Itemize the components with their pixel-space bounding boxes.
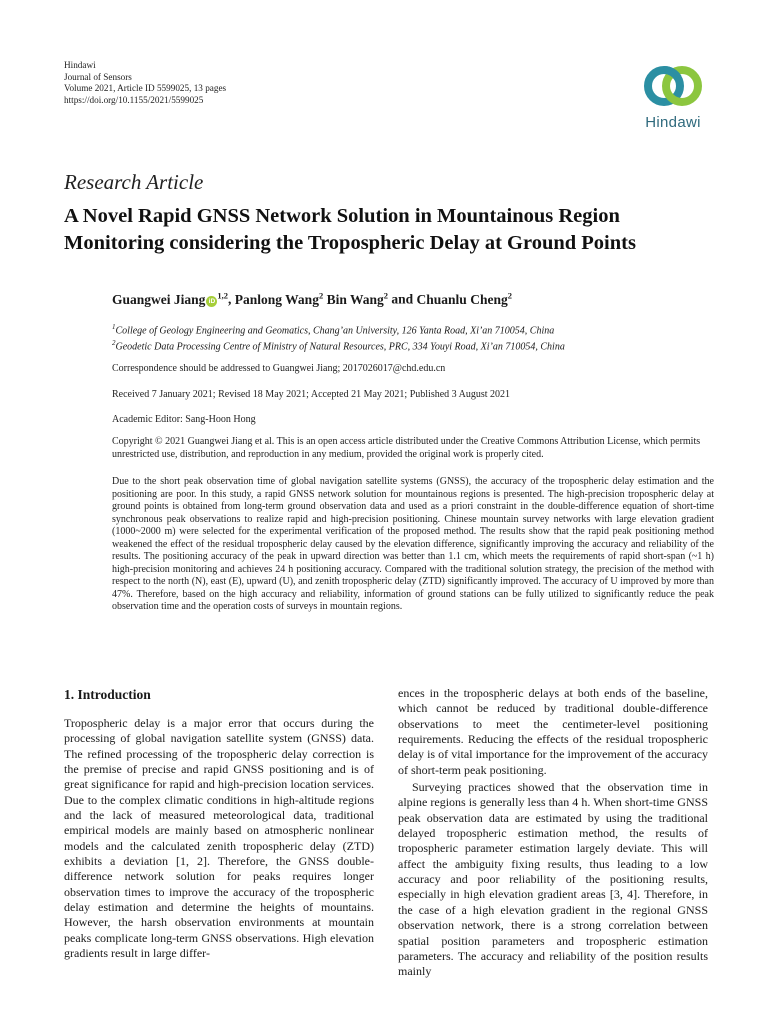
- hindawi-rings-icon: [640, 60, 706, 112]
- author-1[interactable]: Guangwei Jiang iD$^{1,2}$: [112, 290, 229, 307]
- article-type: Research Article: [64, 170, 204, 194]
- intro-paragraph-2: ences in the tropospheric delays at both ends of the baseline, which cannot be reduced by traditional double-difference observations to meet the centimeter-level positioning requirements. Reducing the effects of the residual tropospheric delay is of vital importance for the improvement of the accuracy of short-term peak positioning.: [398, 686, 708, 777]
- volume-info: Volume 2021, Article ID 5599025, 13 pages: [64, 83, 227, 93]
- body-column-left: [64, 716, 374, 962]
- orcid-icon[interactable]: iD: [206, 296, 217, 307]
- logo-text: Hindawi: [645, 114, 701, 131]
- affiliations: [112, 321, 565, 354]
- author-3[interactable]: Bin Wang$^2$: [326, 290, 388, 307]
- intro-paragraph-3: Surveying practices showed that the observation time in alpine regions is generally less than 4 h. When short-time GNSS peak observation data are estimated by using the traditional delayed tropospheric estimation method, the results of tropospheric parameter estimation largely deviate. This will affect the ambiguity fixing results, thus leading to a low accuracy and poor reliability of the positioning results, especially in high elevation gradient areas [3, 4]. Therefore, in the case of a high elevation gradient in the regional GNSS observation network, there is a strong correlation between spatial position parameters and tropospheric estimation parameters. The accuracy and reliability of the position results mainly: [398, 780, 708, 979]
- section-heading: 1. Introduction: [64, 687, 151, 702]
- affiliation-1: $^1$College of Geology Engineering and Geomatics, Chang’an University, 126 Yanta Road, Xi’an 710054, China: [112, 323, 555, 337]
- correspondence: Correspondence should be addressed to Guangwei Jiang; 2017026017@chd.edu.cn: [112, 363, 446, 374]
- intro-paragraph-1: Tropospheric delay is a major error that occurs during the processing of global navigation satellite system (GNSS) data. The refined processing of the tropospheric delay correction is the premise of precise and rapid GNSS positioning and is of great significance for rapid and high-precision location services. Due to the complex climatic conditions in high-altitude regions and the lack of measured meteorological data, traditional empirical models are mainly based on atmospheric nonlinear models and the calculated zenith tropospheric delay (ZTD) exhibits a deviation [1, 2]. Therefore, the GNSS double-difference network solution for peaks requires longer observation times to improve the accuracy of the tropospheric delay estimation and determine the heights of mountains. However, the harsh observation environments at mountain peaks complicate long-term GNSS observations. High elevation gradients result in large differ-: [64, 716, 374, 961]
- author-2[interactable]: Panlong Wang$^2$: [234, 290, 324, 307]
- author-list: Guangwei Jiang iD$^{1,2}$, Panlong Wang$^2$ Bin Wang$^2$ and Chuanlu Cheng$^2$: [112, 290, 512, 307]
- doi-link[interactable]: https://doi.org/10.1155/2021/5599025: [64, 94, 204, 105]
- affiliation-2: $^2$Geodetic Data Processing Centre of Ministry of Natural Resources, PRC, 334 Youyi Road, Xi’an 710054, China: [112, 339, 565, 353]
- article-title: A Novel Rapid GNSS Network Solution in Mountainous Region Monitoring considering the Tropospheric Delay at Ground Points: [64, 205, 636, 254]
- hindawi-logo: [632, 60, 714, 132]
- publisher-name: Hindawi: [64, 60, 96, 70]
- body-column-right: [398, 686, 708, 980]
- publication-dates: Received 7 January 2021; Revised 18 May 2021; Accepted 21 May 2021; Published 3 August 2021: [112, 389, 511, 400]
- journal-name: Journal of Sensors: [64, 71, 132, 82]
- journal-meta: [64, 60, 226, 106]
- abstract: Due to the short peak observation time of global navigation satellite systems (GNSS), the accuracy of the tropospheric delay estimation and the positioning are poor. In this study, a rapid GNSS network solution for mountainous regions is presented. The high-precision tropospheric delay at ground points is obtained from long-term ground observation data and used as a priori constraint in the double-difference equation of short-time synchronous peak observations to realize rapid and high-precision positioning. Chinese mountain survey networks with large elevation gradient (1000~2000 m) were selected for the experimental verification of the proposed method. The results show that the rapid peak positioning method weakened the effect of the residual tropospheric delay caused by the elevation difference, significantly improving the accuracy and reliability of the results. The positioning accuracy of the peak in upward direction was better than 1.1 cm, which meets the requirements of rapid short-span (~1 h) high-precision monitoring and achieves 24 h positioning accuracy. Compared with the traditional solution strategy, the precision of the method with respect to the north (N), east (E), upward (U), and zenith tropospheric delay (ZTD) significantly improved. The accuracy of U improved by more than 47%. Therefore, based on the high accuracy and reliability, information of ground stations can be fully utilized to significantly reduce the peak observation time and the operation costs of surveys in mountain regions.: [112, 476, 714, 613]
- copyright-notice: Copyright © 2021 Guangwei Jiang et al. This is an open access article distributed under the Creative Commons Attribution License, which permits unrestricted use, distribution, and reproduction in any medium, provided the original work is properly cited.: [112, 436, 701, 460]
- author-4[interactable]: Chuanlu Cheng$^2$: [416, 290, 512, 307]
- academic-editor: Academic Editor: Sang-Hoon Hong: [112, 414, 256, 425]
